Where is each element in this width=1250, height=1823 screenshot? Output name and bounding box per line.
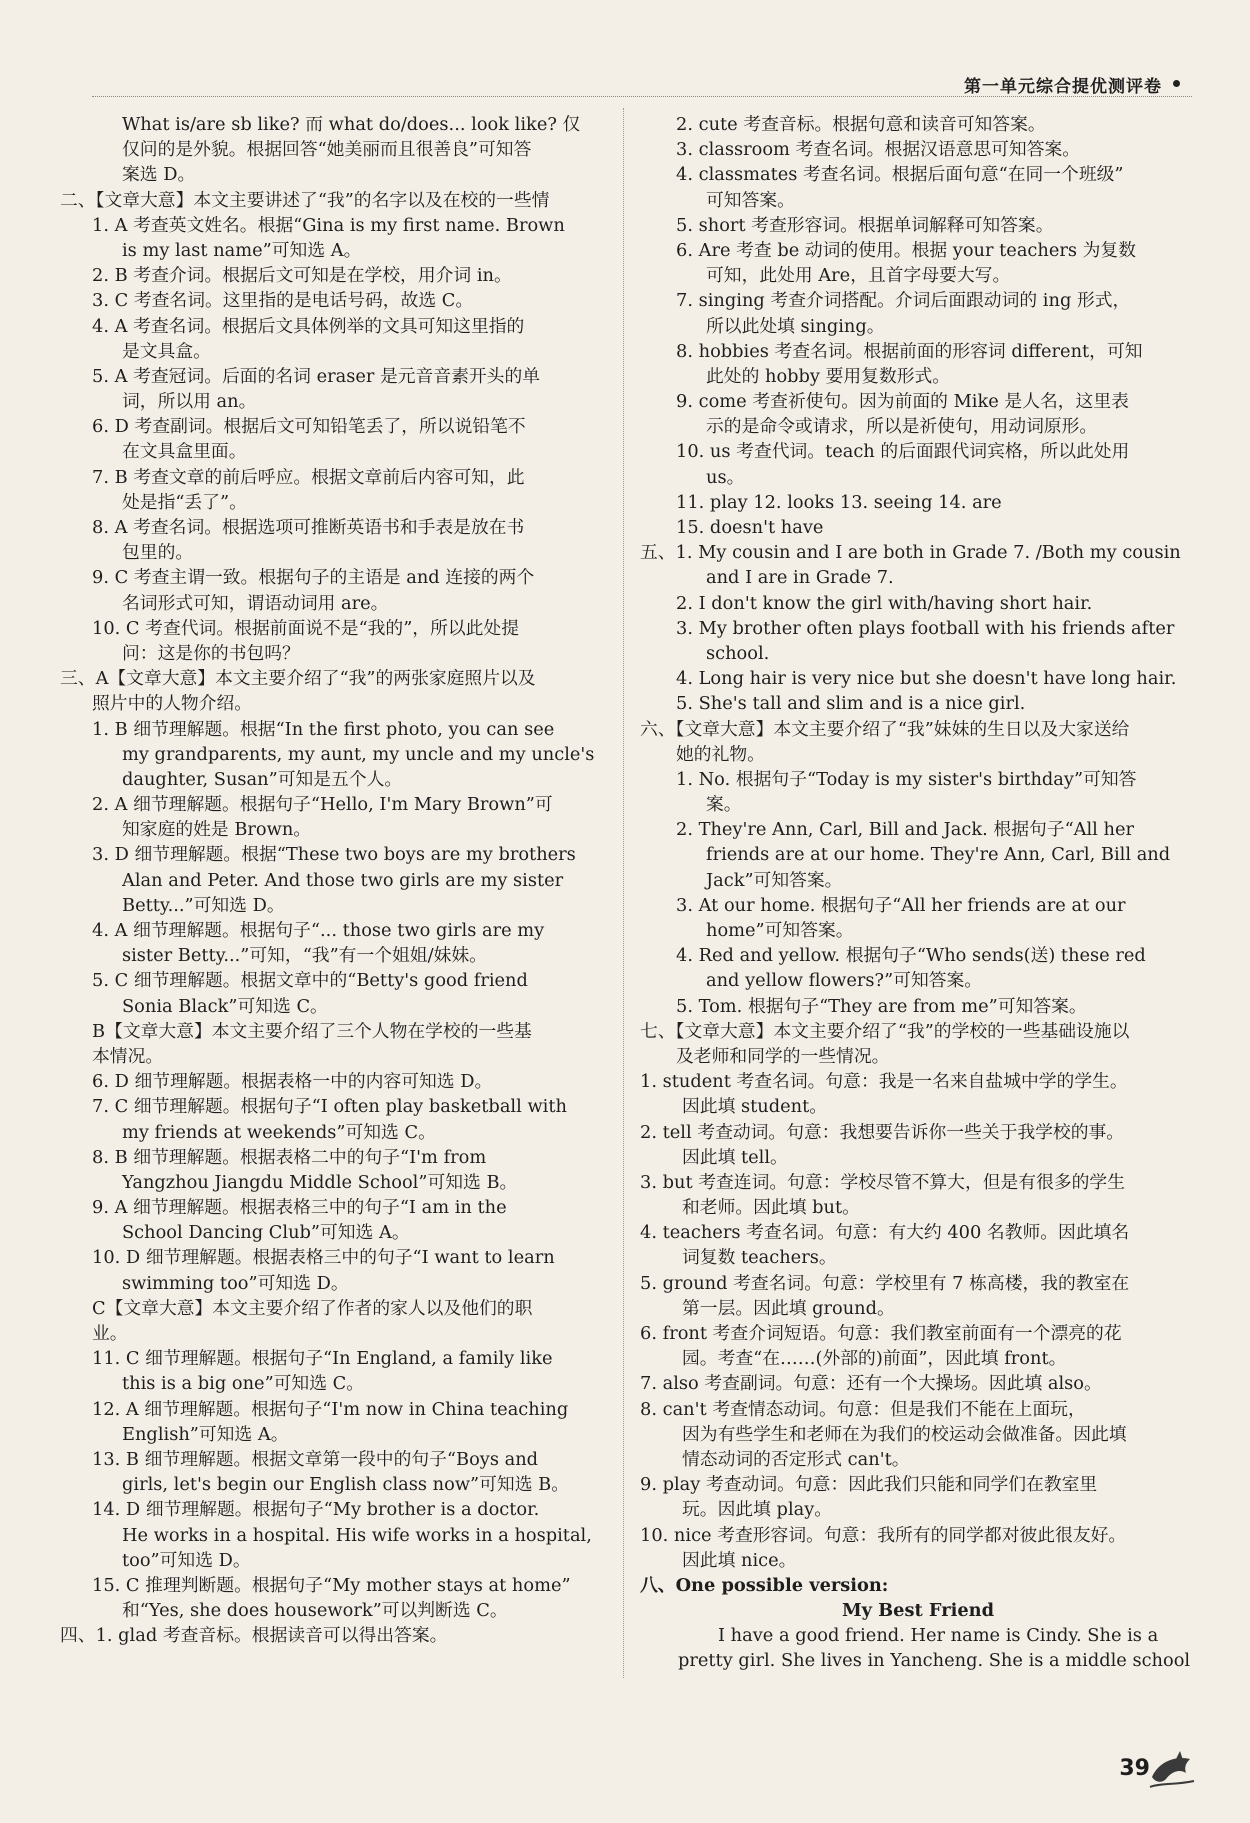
- text-line: too”可知选 D。: [122, 1549, 251, 1571]
- text-line: 10. us 考查代词。teach 的后面跟代词宾格，所以此处用: [676, 441, 1130, 463]
- text-line: 处是指“丢了”。: [122, 491, 247, 513]
- text-line: Sonia Black”可知选 C。: [122, 995, 328, 1017]
- text-line: 6. D 考查副词。根据后文可知铅笔丢了，所以说铅笔不: [92, 416, 526, 438]
- text-line: pretty girl. She lives in Yancheng. She is a middle school: [678, 1650, 1191, 1672]
- text-line: Betty...”可知选 D。: [122, 894, 285, 916]
- text-line: 第一层。因此填 ground。: [682, 1297, 895, 1319]
- text-line: this is a big one”可知选 C。: [122, 1373, 365, 1395]
- text-line: 13. B 细节理解题。根据文章第一段中的句子“Boys and: [92, 1448, 539, 1470]
- text-line: 7. also 考查副词。句意：还有一个大操场。因此填 also。: [640, 1373, 1102, 1395]
- text-line: 11. C 细节理解题。根据句子“In England, a family like: [92, 1348, 553, 1370]
- bullet-dot-icon: [1173, 80, 1180, 87]
- text-line: 2. A 细节理解题。根据句子“Hello, I'm Mary Brown”可: [92, 794, 553, 816]
- text-line: 9. play 考查动词。句意：因此我们只能和同学们在教室里: [640, 1474, 1098, 1496]
- text-line: He works in a hospital. His wife works in a hospital,: [122, 1524, 592, 1546]
- text-line: What is/are sb like? 而 what do/does... look like? 仅: [122, 114, 581, 135]
- text-line: my friends at weekends”可知选 C。: [122, 1121, 436, 1143]
- text-line: 情态动词的否定形式 can't。: [682, 1448, 910, 1470]
- text-line: 可知答案。: [706, 189, 795, 211]
- page-header: [92, 68, 1192, 97]
- text-line: 5. A 考查冠词。后面的名词 eraser 是元音音素开头的单: [92, 365, 541, 387]
- text-line: 业。: [92, 1323, 128, 1344]
- text-line: 本情况。: [92, 1045, 164, 1067]
- text-line: daughter, Susan”可知是五个人。: [122, 768, 403, 790]
- text-line: 1. B 细节理解题。根据“In the first photo, you can see: [92, 718, 555, 740]
- text-line: 11. play 12. looks 13. seeing 14. are: [676, 491, 1002, 513]
- text-line: 所以此处填 singing。: [706, 315, 885, 337]
- text-line: 3. My brother often plays football with his friends after: [676, 617, 1175, 639]
- text-line: 在文具盒里面。: [122, 441, 247, 463]
- text-line: 词，所以用 an。: [122, 391, 257, 413]
- text-line: 8. B 细节理解题。根据表格二中的句子“I'm from: [92, 1146, 487, 1168]
- text-line: 5. short 考查形容词。根据单词解释可知答案。: [676, 214, 1054, 236]
- text-line: 2. They're Ann, Carl, Bill and Jack. 根据句子“All her: [676, 819, 1134, 841]
- text-line: 5. ground 考查名词。句意：学校里有 7 栋高楼，我的教室在: [640, 1272, 1130, 1294]
- text-line: 知家庭的姓是 Brown。: [122, 819, 312, 841]
- text-line: 问：这是你的书包吗？: [122, 642, 300, 664]
- text-line: 4. classmates 考查名词。根据后面句意“在同一个班级”: [676, 164, 1124, 186]
- text-line: 因此填 tell。: [682, 1146, 788, 1168]
- text-line: is my last name”可知选 A。: [122, 239, 362, 261]
- text-line: 园。考查“在……(外部的)前面”，因此填 front。: [682, 1348, 1067, 1370]
- text-line: 1. A 考查英文姓名。根据“Gina is my first name. Brown: [92, 214, 565, 236]
- text-line: 1. No. 根据句子“Today is my sister's birthday”可知答: [676, 768, 1137, 790]
- text-line: 10. D 细节理解题。根据表格三中的句子“I want to learn: [92, 1247, 555, 1269]
- text-line: 案。: [706, 794, 742, 816]
- text-line: 2. cute 考查音标。根据句意和读音可知答案。: [676, 114, 1046, 135]
- text-line: Yangzhou Jiangdu Middle School”可知选 B。: [122, 1171, 518, 1193]
- text-line: and I are in Grade 7.: [706, 567, 894, 589]
- text-line: 八、One possible version:: [640, 1574, 889, 1596]
- text-line: 2. tell 考查动词。句意：我想要告诉你一些关于我学校的事。: [640, 1121, 1125, 1143]
- text-line: I have a good friend. Her name is Cindy. She is a: [718, 1625, 1159, 1647]
- text-line: My Best Friend: [841, 1600, 995, 1622]
- text-line: 案选 D。: [122, 164, 196, 186]
- text-line: 3. classroom 考查名词。根据汉语意思可知答案。: [676, 139, 1081, 161]
- text-line: 9. come 考查祈使句。因为前面的 Mike 是人名，这里表: [676, 391, 1129, 413]
- text-line: 仅问的是外貌。根据回答“她美丽而且很善良”可知答: [122, 139, 532, 161]
- text-line: 五、1. My cousin and I are both in Grade 7. /Both my cousin: [640, 542, 1181, 564]
- text-line: B【文章大意】本文主要介绍了三个人物在学校的一些基: [92, 1020, 532, 1042]
- text-line: 六、【文章大意】本文主要介绍了“我”妹妹的生日以及大家送给: [640, 718, 1130, 740]
- text-line: 7. singing 考查介词搭配。介词后面跟动词的 ing 形式，: [676, 290, 1131, 312]
- text-line: 是文具盒。: [122, 340, 211, 362]
- text-line: 示的是命令或请求，所以是祈使句，用动词原形。: [706, 416, 1098, 438]
- text-line: 和老师。因此填 but。: [682, 1197, 860, 1219]
- text-line: Alan and Peter. And those two girls are my sister: [122, 869, 564, 891]
- text-line: 及老师和同学的一些情况。: [676, 1045, 890, 1067]
- text-line: School Dancing Club”可知选 A。: [122, 1222, 410, 1244]
- text-line: 5. C 细节理解题。根据文章中的“Betty's good friend: [92, 970, 528, 992]
- text-line: 9. A 细节理解题。根据表格三中的句子“I am in the: [92, 1197, 507, 1219]
- text-line: 15. doesn't have: [676, 517, 824, 538]
- text-line: 1. student 考查名词。句意：我是一名来自盐城中学的学生。: [640, 1071, 1128, 1093]
- text-line: 9. C 考查主谓一致。根据句子的主语是 and 连接的两个: [92, 567, 535, 589]
- text-line: 二、【文章大意】本文主要讲述了“我”的名字以及在校的一些情: [60, 189, 550, 211]
- text-line: 3. C 考查名词。这里指的是电话号码，故选 C。: [92, 290, 474, 312]
- text-line: 因为有些学生和老师在为我们的校运动会做准备。因此填: [682, 1423, 1127, 1445]
- text-line: 7. B 考查文章的前后呼应。根据文章前后内容可知，此: [92, 466, 525, 488]
- text-line: friends are at our home. They're Ann, Carl, Bill and: [706, 844, 1171, 866]
- text-line: 3. At our home. 根据句子“All her friends are at our: [676, 894, 1126, 916]
- text-line: home”可知答案。: [706, 920, 854, 941]
- text-line: 3. but 考查连词。句意：学校尽管不算大，但是有很多的学生: [640, 1171, 1125, 1193]
- text-line: 4. teachers 考查名词。句意：有大约 400 名教师。因此填名: [640, 1222, 1130, 1244]
- text-line: 5. Tom. 根据句子“They are from me”可知答案。: [676, 995, 1087, 1017]
- text-line: 8. hobbies 考查名词。根据前面的形容词 different，可知: [676, 340, 1143, 362]
- text-line: 2. B 考查介词。根据后文可知是在学校，用介词 in。: [92, 265, 512, 287]
- text-line: school.: [706, 642, 770, 664]
- answer-column-left: [60, 112, 608, 1648]
- text-line: Jack”可知答案。: [706, 869, 843, 891]
- text-line: 四、1. glad 考查音标。根据读音可以得出答案。: [60, 1625, 448, 1647]
- dolphin-logo-icon: [1146, 1743, 1198, 1795]
- text-line: 因此填 student。: [682, 1096, 828, 1118]
- text-line: 4. Red and yellow. 根据句子“Who sends(送) these red: [676, 945, 1146, 967]
- text-line: 10. C 考查代词。根据前面说不是“我的”，所以此处提: [92, 617, 519, 639]
- text-line: 8. A 考查名词。根据选项可推断英语书和手表是放在书: [92, 517, 525, 538]
- text-line: swimming too”可知选 D。: [122, 1272, 349, 1294]
- text-line: 七、【文章大意】本文主要介绍了“我”的学校的一些基础设施以: [640, 1020, 1130, 1042]
- text-line: 照片中的人物介绍。: [92, 693, 253, 715]
- text-line: English”可知选 A。: [122, 1423, 289, 1445]
- text-line: 她的礼物。: [676, 743, 765, 765]
- text-line: 玩。因此填 play。: [682, 1499, 833, 1521]
- text-line: 此处的 hobby 要用复数形式。: [706, 365, 951, 387]
- text-line: 名词形式可知，谓语动词用 are。: [122, 592, 389, 614]
- header-title: 第一单元综合提优测评卷: [964, 77, 1162, 97]
- text-line: us。: [706, 466, 745, 488]
- text-line: 因此填 nice。: [682, 1549, 797, 1571]
- text-line: 可知，此处用 Are，且首字母要大写。: [706, 265, 1011, 287]
- text-line: 3. D 细节理解题。根据“These two boys are my brothers: [92, 844, 576, 866]
- text-line: sister Betty...”可知，“我”有一个姐姐/妹妹。: [122, 945, 487, 967]
- text-line: girls, let's begin our English class now”可知选 B。: [122, 1474, 569, 1496]
- text-line: 8. can't 考查情态动词。句意：但是我们不能在上面玩，: [640, 1398, 1086, 1420]
- text-line: C【文章大意】本文主要介绍了作者的家人以及他们的职: [92, 1297, 533, 1319]
- text-line: 12. A 细节理解题。根据句子“I'm now in China teaching: [92, 1398, 569, 1420]
- text-line: 三、A【文章大意】本文主要介绍了“我”的两张家庭照片以及: [60, 668, 536, 690]
- text-line: 4. A 考查名词。根据后文具体例举的文具可知这里指的: [92, 315, 525, 337]
- text-line: 14. D 细节理解题。根据句子“My brother is a doctor.: [92, 1499, 540, 1521]
- text-line: and yellow flowers?”可知答案。: [706, 970, 983, 992]
- text-line: 2. I don't know the girl with/having short hair.: [676, 592, 1093, 614]
- page-number: 39: [1119, 1756, 1150, 1781]
- text-line: my grandparents, my aunt, my uncle and my uncle's: [122, 743, 595, 765]
- text-line: 15. C 推理判断题。根据句子“My mother stays at home”: [92, 1574, 571, 1596]
- text-line: 词复数 teachers。: [682, 1247, 837, 1269]
- text-line: 4. A 细节理解题。根据句子“... those two girls are my: [92, 920, 545, 941]
- answer-column-right: [640, 112, 1196, 1674]
- text-line: 7. C 细节理解题。根据句子“I often play basketball with: [92, 1096, 567, 1118]
- text-line: 6. Are 考查 be 动词的使用。根据 your teachers 为复数: [676, 239, 1136, 261]
- column-divider: [623, 108, 624, 1678]
- text-line: 6. D 细节理解题。根据表格一中的内容可知选 D。: [92, 1071, 493, 1093]
- text-line: 6. front 考查介词短语。句意：我们教室前面有一个漂亮的花: [640, 1323, 1122, 1344]
- text-line: 10. nice 考查形容词。句意：我所有的同学都对彼此很友好。: [640, 1524, 1127, 1546]
- text-line: 包里的。: [122, 542, 194, 564]
- text-line: 4. Long hair is very nice but she doesn't have long hair.: [676, 668, 1177, 690]
- text-line: 和“Yes, she does housework”可以判断选 C。: [122, 1600, 508, 1622]
- text-line: 5. She's tall and slim and is a nice girl.: [676, 693, 1026, 715]
